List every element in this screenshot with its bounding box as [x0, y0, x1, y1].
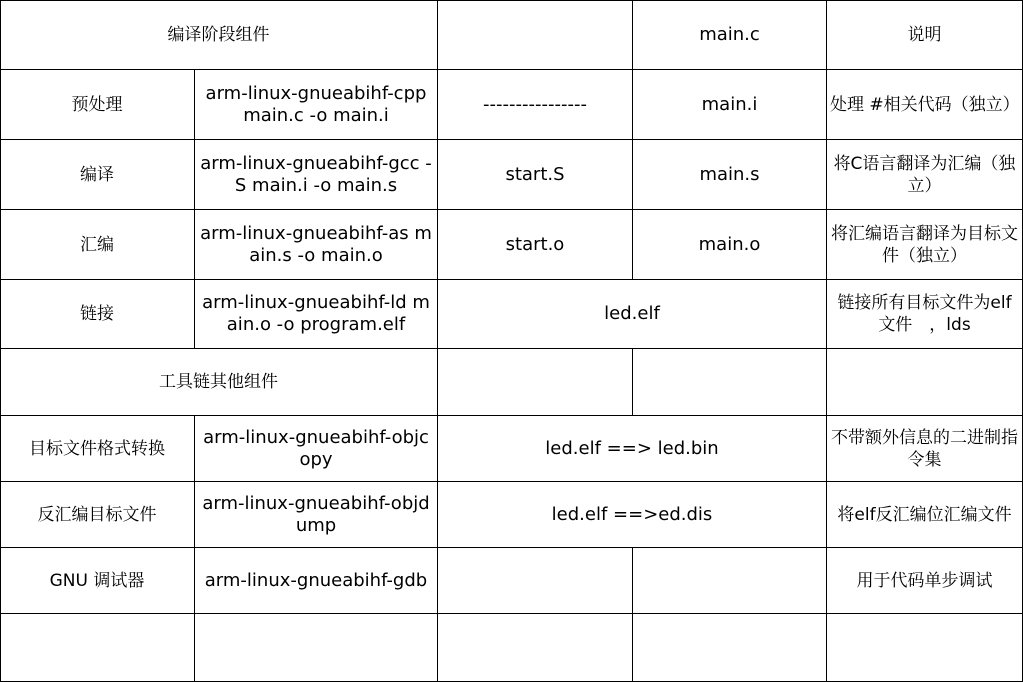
- component-gdb: GNU 调试器: [0, 548, 195, 614]
- command-ld: arm-linux-gnueabihf-ld main.o -o program.elf: [195, 280, 438, 349]
- description-cell: 链接所有目标文件为elf文件 ，lds: [827, 280, 1023, 349]
- empty-cell: [633, 349, 827, 416]
- start-file-cell: start.o: [438, 210, 633, 280]
- command-gdb: arm-linux-gnueabihf-gdb: [195, 548, 438, 614]
- command-gcc: arm-linux-gnueabihf-gcc -S main.i -o main.s: [195, 140, 438, 210]
- main-file-cell: main.o: [633, 210, 827, 280]
- stage-link: 链接: [0, 280, 195, 349]
- header-description: 说明: [827, 0, 1023, 70]
- description-cell: 将C语言翻译为汇编（独立）: [827, 140, 1023, 210]
- main-file-cell: main.s: [633, 140, 827, 210]
- stage-preprocess: 预处理: [0, 70, 195, 140]
- description-cell: 将elf反汇编位汇编文件: [827, 482, 1023, 548]
- header-stage-components: 编译阶段组件: [0, 0, 438, 70]
- conversion-cell: led.elf ==> led.bin: [438, 416, 827, 482]
- empty-cell: [0, 614, 195, 682]
- header-other-components: 工具链其他组件: [0, 349, 438, 416]
- empty-cell: [438, 548, 633, 614]
- command-cpp: arm-linux-gnueabihf-cpp main.c -o main.i: [195, 70, 438, 140]
- description-cell: 将汇编语言翻译为目标文件（独立）: [827, 210, 1023, 280]
- empty-cell: [633, 614, 827, 682]
- main-file-cell: main.i: [633, 70, 827, 140]
- empty-cell: [438, 349, 633, 416]
- header-source-file: main.c: [633, 0, 827, 70]
- command-objcopy: arm-linux-gnueabihf-objcopy: [195, 416, 438, 482]
- start-file-cell: ----------------: [438, 70, 633, 140]
- description-cell: 处理 #相关代码（独立）: [827, 70, 1023, 140]
- header-cell-empty: [438, 0, 633, 70]
- empty-cell: [438, 614, 633, 682]
- description-cell: 用于代码单步调试: [827, 548, 1023, 614]
- empty-cell: [195, 614, 438, 682]
- description-cell: 不带额外信息的二进制指令集: [827, 416, 1023, 482]
- command-objdump: arm-linux-gnueabihf-objdump: [195, 482, 438, 548]
- empty-cell: [827, 614, 1023, 682]
- start-file-cell: start.S: [438, 140, 633, 210]
- component-objdump: 反汇编目标文件: [0, 482, 195, 548]
- command-as: arm-linux-gnueabihf-as main.s -o main.o: [195, 210, 438, 280]
- component-objcopy: 目标文件格式转换: [0, 416, 195, 482]
- conversion-cell: led.elf ==>ed.dis: [438, 482, 827, 548]
- stage-assemble: 汇编: [0, 210, 195, 280]
- empty-cell: [633, 548, 827, 614]
- output-file-cell: led.elf: [438, 280, 827, 349]
- stage-compile: 编译: [0, 140, 195, 210]
- empty-cell: [827, 349, 1023, 416]
